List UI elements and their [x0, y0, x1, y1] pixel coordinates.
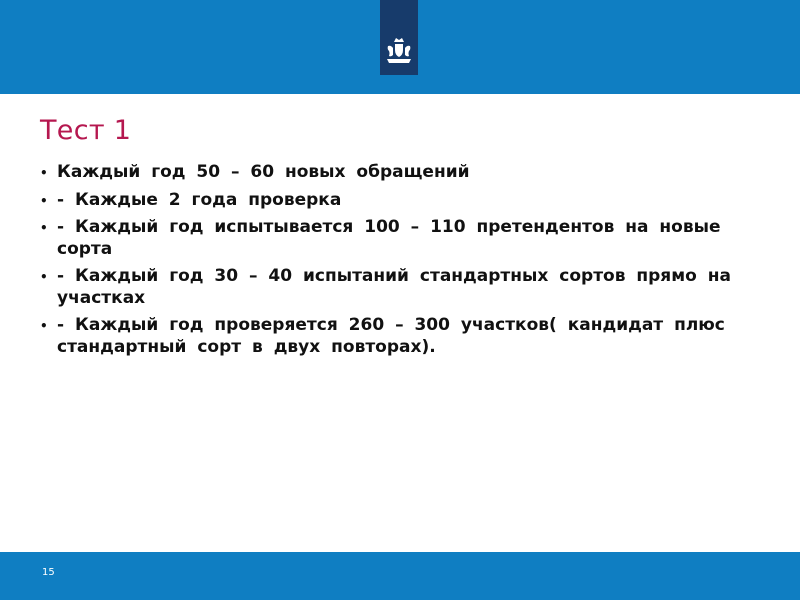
header-bar	[0, 0, 800, 94]
page-number: 15	[42, 567, 55, 578]
list-item-text: - Каждый год испытывается 100 – 110 претендентов на новые сорта	[57, 217, 721, 259]
list-item	[40, 315, 760, 358]
bullet-icon: •	[40, 270, 48, 284]
footer-bar	[0, 552, 800, 600]
list-item	[40, 190, 760, 212]
bullet-icon: •	[40, 166, 48, 180]
list-item	[40, 266, 760, 309]
bullet-icon: •	[40, 193, 48, 208]
bullet-icon: •	[40, 319, 48, 333]
list-item	[40, 162, 760, 184]
royal-coat-of-arms-icon	[385, 36, 413, 66]
slide-title: Тест 1	[40, 115, 132, 146]
list-item	[40, 217, 760, 260]
emblem-badge	[380, 0, 418, 75]
bullet-list	[40, 162, 760, 364]
list-item-text: - Каждый год 30 – 40 испытаний стандартных сортов прямо на участках	[57, 266, 731, 308]
list-item-text: Каждый год 50 – 60 новых обращений	[57, 162, 470, 182]
bullet-icon: •	[40, 221, 48, 235]
list-item-text: - Каждые 2 года проверка	[57, 189, 342, 210]
list-item-text: - Каждый год проверяется 260 – 300 участков( кандидат плюс стандартный сорт в двух повторах).	[57, 315, 725, 357]
